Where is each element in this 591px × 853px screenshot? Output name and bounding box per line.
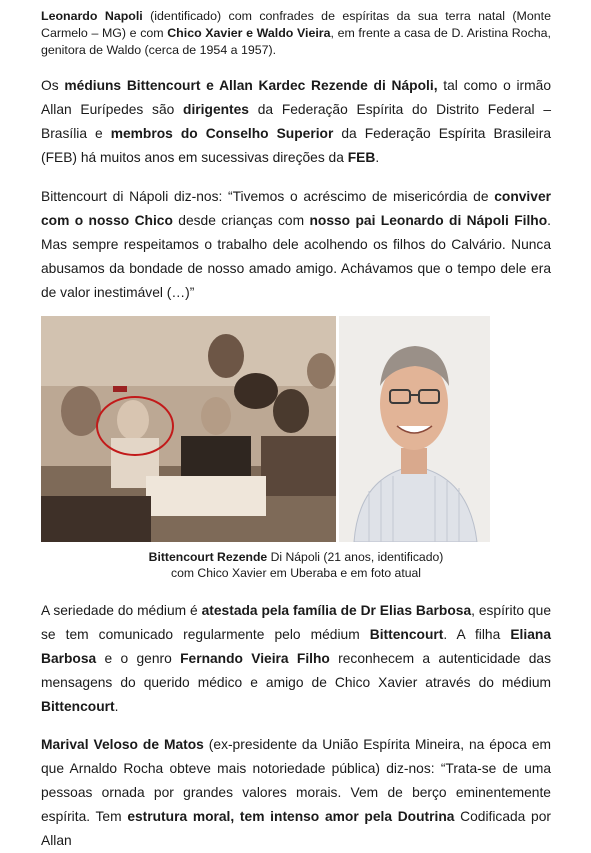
photo-description-paragraph — [41, 8, 551, 59]
text-span: , espírito que se tem comunicado regularmente pelo médium — [41, 603, 552, 642]
name-chico-waldo: Chico Xavier e Waldo Vieira — [167, 26, 331, 40]
bold-span: Bittencourt — [41, 699, 115, 714]
vintage-photo-illustration — [41, 316, 336, 542]
text-span: reconhecem a autenticidade das mensagens do querido médico e amigo de Chico Xavier através do médium — [41, 651, 552, 690]
bold-span: Eliana Barbosa — [41, 627, 551, 666]
current-portrait-photo — [339, 316, 490, 542]
vintage-group-photo — [41, 316, 336, 542]
text-span: da Federação Espírita Brasileira (FEB) há muitos anos em sucessivas direções da — [41, 126, 551, 165]
text-span: . Mas sempre respeitamos o trabalho dele acolhendo os filhos do Calvário. Nunca abusamos da bondade de nosso amado amigo. Achávamos que o tempo dele era de valor inestimável (…)” — [41, 213, 551, 300]
text-span: Bittencourt di Nápoli diz-nos: “Tivemos o acréscimo de misericórdia de — [41, 189, 495, 204]
portrait-illustration — [339, 316, 490, 542]
bold-span: atestada pela família de Dr Elias Barbosa — [201, 603, 472, 618]
caption-line-2: com Chico Xavier em Uberaba e em foto atual — [171, 566, 421, 580]
bold-span: Fernando Vieira Filho — [180, 651, 330, 666]
text-span: . — [114, 699, 119, 714]
text-span: da Federação Espírita do Distrito Federal – Brasília e — [41, 102, 551, 141]
barbosa-paragraph — [41, 599, 551, 719]
bold-span: membros do Conselho Superior — [110, 126, 334, 141]
text-span: Codificada por Allan — [41, 809, 551, 848]
text-span: (ex-presidente da União Espírita Mineira, na época em que Arnaldo Rocha obteve mais notoriedade pública) diz-nos: “Trata-se de uma pessoas ornada por grandes valores morais. Vem de berço eminentemente espírita. Tem — [41, 737, 551, 824]
caption-text: Di Nápoli (21 anos, identificado) — [267, 550, 444, 564]
marival-paragraph — [41, 733, 551, 853]
bold-span: nosso pai Leonardo di Nápoli Filho — [309, 213, 548, 228]
text-span: (identificado) com confrades de espíritas da sua terra natal (Monte Carmelo – MG) e com — [41, 9, 551, 40]
text-span: desde crianças com — [172, 213, 310, 228]
identification-circle — [96, 396, 174, 456]
bold-span: Bittencourt — [369, 627, 444, 642]
bold-span: Marival Veloso de Matos — [41, 737, 204, 752]
text-span: tal como o irmão Allan Eurípedes são — [41, 78, 551, 117]
text-span: e o genro — [96, 651, 181, 666]
text-span: A seriedade do médium é — [41, 603, 202, 618]
name-leonardo-napoli: Leonardo Napoli — [41, 9, 143, 23]
caption-bold-name: Bittencourt Rezende — [148, 550, 268, 564]
document-page — [41, 8, 551, 853]
photo-row — [41, 316, 551, 542]
mediums-paragraph — [41, 74, 551, 170]
photo-caption — [41, 549, 551, 581]
bold-span: FEB — [347, 150, 376, 165]
text-span: Os — [41, 78, 65, 93]
text-span: . — [375, 150, 380, 165]
bold-span: dirigentes — [183, 102, 249, 117]
bold-span: médiuns Bittencourt e Allan Kardec Rezende di Nápoli, — [64, 78, 438, 93]
text-span: . A filha — [443, 627, 511, 642]
bold-span: conviver com o nosso Chico — [41, 189, 551, 228]
quote-paragraph — [41, 185, 551, 305]
bold-span: estrutura moral, tem intenso amor pela Doutrina — [127, 809, 455, 824]
text-span: , em frente a casa de D. Aristina Rocha, genitora de Waldo (cerca de 1954 a 1957). — [41, 26, 551, 57]
